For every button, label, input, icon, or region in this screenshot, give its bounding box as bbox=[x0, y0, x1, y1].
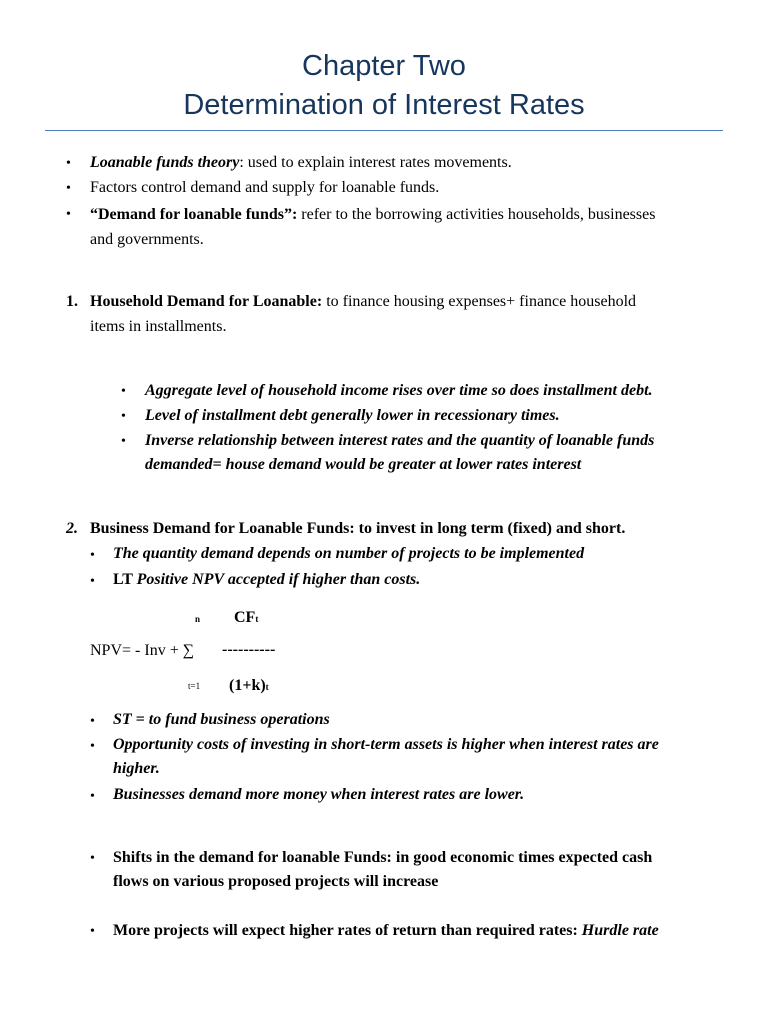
formula-lower-limit: t=1 bbox=[188, 681, 201, 691]
list-item: Shifts in the demand for loanable Funds: in good economic times expected cash bbox=[113, 849, 653, 866]
formula-upper-limit: n bbox=[195, 614, 201, 624]
bullet-continuation: flows on various proposed projects will increase bbox=[113, 873, 439, 890]
formula-denominator-text: (1+k) bbox=[229, 677, 266, 694]
bullet-text: : used to explain interest rates movements. bbox=[239, 154, 512, 171]
bullet-continuation: demanded= house demand would be greater at lower rates interest bbox=[145, 456, 582, 473]
bullet-text: refer to the borrowing activities households, businesses bbox=[297, 206, 656, 223]
formula-numerator-subscript: t bbox=[255, 614, 259, 624]
bullet-dot: • bbox=[90, 924, 95, 939]
formula-numerator bbox=[234, 608, 258, 629]
list-item: Inverse relationship between interest rates and the quantity of loanable funds bbox=[145, 432, 655, 449]
formula-numerator-text: CF bbox=[234, 609, 256, 626]
chapter-title: Chapter Two bbox=[302, 50, 466, 82]
section-heading: Business Demand for Loanable Funds: to invest in long term (fixed) and short. bbox=[90, 520, 626, 537]
bullet-dot: • bbox=[90, 851, 95, 866]
list-item bbox=[90, 205, 655, 225]
title-divider bbox=[45, 130, 723, 131]
section-number: 1. bbox=[66, 293, 78, 310]
list-item: The quantity demand depends on number of projects to be implemented bbox=[113, 545, 585, 562]
list-item bbox=[113, 570, 420, 590]
list-item bbox=[90, 153, 512, 173]
bullet-dot: • bbox=[90, 714, 95, 729]
bullet-text: More projects will expect higher rates of return than required rates: bbox=[113, 922, 582, 939]
section-heading-bold: Household Demand for Loanable: bbox=[90, 293, 323, 310]
bullet-dot: • bbox=[90, 548, 95, 563]
bullet-dot: • bbox=[90, 789, 95, 804]
bullet-dot: • bbox=[66, 156, 71, 171]
bullet-prefix: LT bbox=[113, 571, 137, 588]
list-item: ST = to fund business operations bbox=[113, 711, 330, 728]
section-number: 2. bbox=[66, 520, 78, 537]
list-item: Aggregate level of household income rises over time so does installment debt. bbox=[145, 382, 653, 399]
bullet-dot: • bbox=[90, 739, 95, 754]
bullet-term: Loanable funds theory bbox=[90, 154, 240, 171]
bullet-term: “Demand for loanable funds”: bbox=[90, 206, 298, 223]
bullet-term: Hurdle rate bbox=[581, 922, 659, 939]
formula-denominator bbox=[229, 676, 269, 697]
list-item: Level of installment debt generally lower in recessionary times. bbox=[145, 407, 560, 424]
bullet-dot: • bbox=[121, 384, 126, 399]
page-title: Determination of Interest Rates bbox=[183, 89, 585, 121]
formula-denominator-subscript: t bbox=[265, 682, 269, 692]
bullet-dot: • bbox=[66, 207, 71, 222]
bullet-dot: • bbox=[66, 181, 71, 196]
section-heading bbox=[90, 292, 636, 312]
list-item: Businesses demand more money when interest rates are lower. bbox=[113, 786, 525, 803]
section-heading-continuation: items in installments. bbox=[90, 318, 227, 335]
section-heading-text: to finance housing expenses+ finance household bbox=[322, 293, 637, 310]
formula-lhs: NPV= - Inv + ∑ bbox=[90, 642, 195, 659]
list-item bbox=[113, 921, 659, 941]
list-item: Opportunity costs of investing in short-term assets is higher when interest rates are bbox=[113, 736, 659, 753]
bullet-text: Factors control demand and supply for loanable funds. bbox=[90, 179, 440, 196]
bullet-dot: • bbox=[121, 434, 126, 449]
bullet-dot: • bbox=[121, 409, 126, 424]
list-item bbox=[90, 178, 439, 198]
formula-fraction-bar: ---------- bbox=[222, 641, 276, 658]
bullet-continuation: and governments. bbox=[90, 231, 204, 248]
bullet-continuation: higher. bbox=[113, 760, 160, 777]
bullet-dot: • bbox=[90, 574, 95, 589]
bullet-text: Positive NPV accepted if higher than costs. bbox=[136, 571, 421, 588]
